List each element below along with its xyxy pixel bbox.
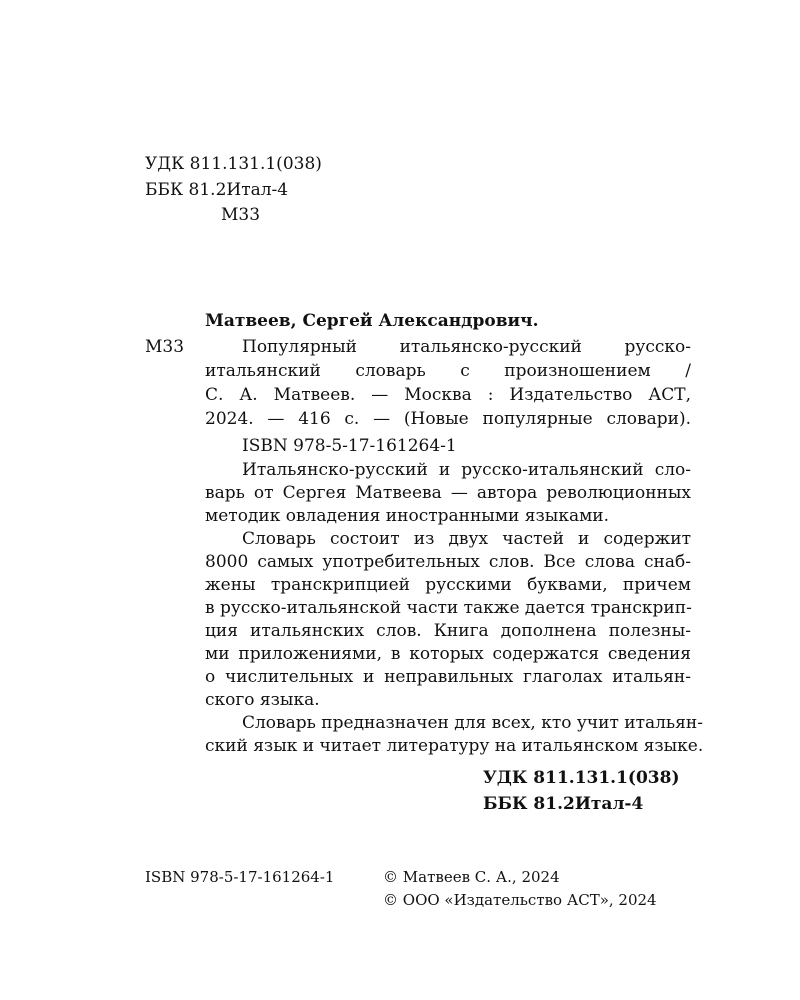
annotation-line: жены транскрипцией русскими буквами, причем [205,575,691,595]
bbk-code-top: ББК 81.2Итал-4 [145,180,289,200]
annotation-line: ми приложениями, в которых содержатся сведения [205,644,691,664]
annotation-line: ского языка. [205,690,320,710]
title-line: Популярный итальянско-русский русско- [242,337,691,357]
title-line: итальянский словарь с произношением / [205,361,691,381]
bbk-code-bottom: ББК 81.2Итал-4 [483,794,644,814]
annotation-line: о числительных и неправильных глаголах итальян- [205,667,691,687]
annotation-line: в русско-итальянской части также дается транскрип- [205,598,692,618]
title-line: С. А. Матвеев. — Москва : Издательство АСТ, [205,385,691,405]
title-line: 2024. — 416 с. — (Новые популярные словари). [205,409,691,429]
copyright-publisher: © ООО «Издательство АСТ», 2024 [383,891,657,909]
copyright-author: © Матвеев С. А., 2024 [383,868,560,886]
author-heading: Матвеев, Сергей Александрович. [205,311,539,331]
author-mark: М33 [145,337,185,357]
annotation-line: варь от Сергея Матвеева — автора революционных [205,483,691,503]
annotation-line: ский язык и читает литературу на итальянском языке. [205,736,704,756]
author-mark-top: М33 [221,205,261,225]
annotation-line: ция итальянских слов. Книга дополнена полезны- [205,621,691,641]
udk-code-top: УДК 811.131.1(038) [145,154,322,174]
annotation-line: методик овладения иностранными языками. [205,506,610,526]
annotation-line: Итальянско-русский и русско-итальянский сло- [242,460,691,480]
annotation-line: 8000 самых употребительных слов. Все слова снаб- [205,552,691,572]
isbn-footer: ISBN 978-5-17-161264-1 [145,868,335,886]
annotation-line: Словарь предназначен для всех, кто учит итальян- [242,713,703,733]
isbn-record: ISBN 978-5-17-161264-1 [242,436,457,456]
annotation-line: Словарь состоит из двух частей и содержит [242,529,691,549]
udk-code-bottom: УДК 811.131.1(038) [483,768,680,788]
